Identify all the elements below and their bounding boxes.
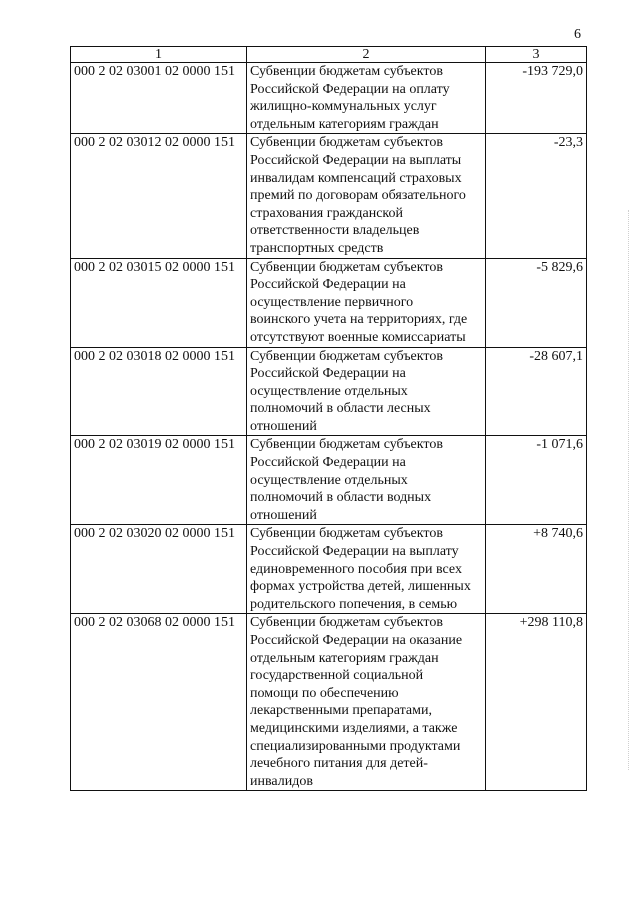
column-header-2: 2 <box>247 47 486 63</box>
row-code: 000 2 02 03012 02 0000 151 <box>71 134 247 258</box>
row-description: Субвенции бюджетам субъектов Российской Федерации на осуществление отдельных полномочий в области лесных отношений <box>247 347 486 436</box>
table-row <box>71 347 587 436</box>
table-row <box>71 63 587 134</box>
row-code: 000 2 02 03015 02 0000 151 <box>71 258 247 347</box>
row-code: 000 2 02 03018 02 0000 151 <box>71 347 247 436</box>
row-description: Субвенции бюджетам субъектов Российской Федерации на осуществление первичного воинского учета на территориях, где отсутствуют военные комиссариаты <box>247 258 486 347</box>
budget-table <box>70 46 587 791</box>
row-description: Субвенции бюджетам субъектов Российской Федерации на оказание отдельным категориям граждан государственной социальной помощи по обеспечению лекарственными препаратами, медицинскими изделиями, а также специализированными продуктами лечебного питания для детей- инвалидов <box>247 614 486 791</box>
row-description: Субвенции бюджетам субъектов Российской Федерации на выплаты инвалидам компенсаций страховых премий по договорам обязательного страхования гражданской ответственности владельцев транспортных средств <box>247 134 486 258</box>
row-description: Субвенции бюджетам субъектов Российской Федерации на выплату единовременного пособия при всех формах устройства детей, лишенных родительского попечения, в семью <box>247 525 486 614</box>
table-row <box>71 258 587 347</box>
row-description: Субвенции бюджетам субъектов Российской Федерации на осуществление отдельных полномочий в области водных отношений <box>247 436 486 525</box>
column-header-1: 1 <box>71 47 247 63</box>
table-row <box>71 436 587 525</box>
table-row <box>71 614 587 791</box>
row-amount: -28 607,1 <box>486 347 587 436</box>
row-code: 000 2 02 03019 02 0000 151 <box>71 436 247 525</box>
row-amount: -5 829,6 <box>486 258 587 347</box>
row-code: 000 2 02 03020 02 0000 151 <box>71 525 247 614</box>
scan-edge-mark <box>628 210 630 770</box>
column-header-3: 3 <box>486 47 587 63</box>
row-amount: +298 110,8 <box>486 614 587 791</box>
row-amount: -1 071,6 <box>486 436 587 525</box>
row-code: 000 2 02 03068 02 0000 151 <box>71 614 247 791</box>
row-amount: +8 740,6 <box>486 525 587 614</box>
row-code: 000 2 02 03001 02 0000 151 <box>71 63 247 134</box>
row-amount: -23,3 <box>486 134 587 258</box>
row-amount: -193 729,0 <box>486 63 587 134</box>
table-row <box>71 525 587 614</box>
table-row <box>71 134 587 258</box>
page-number: 6 <box>574 27 581 42</box>
row-description: Субвенции бюджетам субъектов Российской Федерации на оплату жилищно-коммунальных услуг отдельным категориям граждан <box>247 63 486 134</box>
table-header-row <box>71 47 587 63</box>
